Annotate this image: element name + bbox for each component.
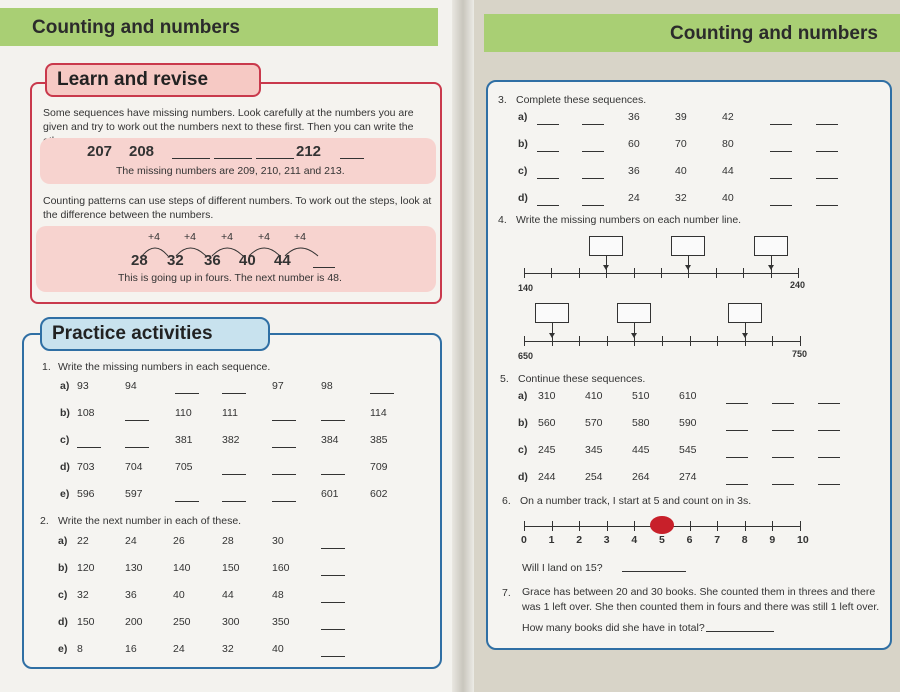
answer-blank[interactable] bbox=[726, 402, 748, 404]
answer-blank[interactable] bbox=[816, 123, 838, 125]
answer-blank[interactable] bbox=[818, 402, 840, 404]
step-label: +4 bbox=[221, 231, 233, 243]
answer-blank[interactable] bbox=[818, 456, 840, 458]
sequence-number: 70 bbox=[675, 138, 687, 150]
row-label: b) bbox=[58, 562, 68, 574]
answer-blank[interactable] bbox=[272, 446, 296, 448]
sequence-number: 24 bbox=[628, 192, 640, 204]
sequence-number: 310 bbox=[538, 390, 556, 402]
line2-tick bbox=[607, 336, 608, 346]
row-label: c) bbox=[60, 434, 70, 446]
answer-blank[interactable] bbox=[726, 483, 748, 485]
sequence-number: 130 bbox=[125, 562, 143, 574]
line1-arrow bbox=[606, 255, 607, 266]
row-label: d) bbox=[58, 616, 68, 628]
answer-blank[interactable] bbox=[537, 150, 559, 152]
answer-blank[interactable] bbox=[272, 500, 296, 502]
sequence-number: 384 bbox=[321, 434, 339, 446]
line2-answer-box[interactable] bbox=[728, 303, 762, 323]
answer-blank[interactable] bbox=[321, 601, 345, 603]
answer-blank[interactable] bbox=[272, 473, 296, 475]
sequence-number: 114 bbox=[370, 407, 387, 419]
answer-blank[interactable] bbox=[582, 177, 604, 179]
line2-answer-box[interactable] bbox=[617, 303, 651, 323]
answer-blank[interactable] bbox=[816, 204, 838, 206]
answer-blank[interactable] bbox=[222, 392, 246, 394]
answer-blank[interactable] bbox=[321, 628, 345, 630]
right-page bbox=[460, 0, 900, 692]
sequence-number: 24 bbox=[173, 643, 185, 655]
track-tick bbox=[800, 521, 801, 531]
line2-tick bbox=[800, 336, 801, 346]
row-label: d) bbox=[518, 192, 528, 204]
line2-arrow bbox=[552, 322, 553, 334]
answer-blank[interactable] bbox=[537, 177, 559, 179]
track-label: 9 bbox=[769, 534, 776, 546]
track-label: 1 bbox=[548, 534, 555, 546]
q2-text: Write the next number in each of these. bbox=[58, 515, 242, 527]
q6-number: 6. bbox=[502, 495, 511, 507]
track-label: 0 bbox=[521, 534, 527, 546]
sequence-number: 244 bbox=[538, 471, 556, 483]
answer-blank[interactable] bbox=[77, 446, 101, 448]
example2-explanation: This is going up in fours. The next number is 48. bbox=[118, 272, 342, 284]
track-tick bbox=[745, 521, 746, 531]
track-tick bbox=[552, 521, 553, 531]
sequence-number: 300 bbox=[222, 616, 240, 628]
sequence-number: 345 bbox=[585, 444, 603, 456]
sequence-number: 8 bbox=[77, 643, 83, 655]
q1-text: Write the missing numbers in each sequence. bbox=[58, 361, 271, 373]
answer-blank[interactable] bbox=[816, 177, 838, 179]
sequence-number: 108 bbox=[77, 407, 95, 419]
track-label: 4 bbox=[631, 534, 638, 546]
sequence-number: 39 bbox=[675, 111, 687, 123]
sequence-number: 22 bbox=[77, 535, 89, 547]
answer-blank[interactable] bbox=[321, 547, 345, 549]
answer-blank[interactable] bbox=[321, 655, 345, 657]
answer-blank[interactable] bbox=[222, 500, 246, 502]
learn-intro: Some sequences have missing numbers. Look carefully at the numbers you are given and try to work out the numbers next to these first. Then you can write the bbox=[43, 107, 414, 133]
track-label: 10 bbox=[797, 534, 809, 546]
sequence-number: 36 bbox=[628, 111, 640, 123]
sequence-number: 110 bbox=[175, 407, 192, 419]
line1-answer-box[interactable] bbox=[589, 236, 623, 256]
sequence-number: 597 bbox=[125, 488, 143, 500]
sequence-number: 98 bbox=[321, 380, 333, 392]
row-label: b) bbox=[60, 407, 70, 419]
answer-blank[interactable] bbox=[175, 392, 199, 394]
row-label: e) bbox=[58, 643, 68, 655]
track-label: 5 bbox=[659, 534, 665, 546]
sequence-number: 385 bbox=[370, 434, 388, 446]
track-tick bbox=[634, 521, 635, 531]
row-label: a) bbox=[518, 390, 528, 402]
sequence-number: 709 bbox=[370, 461, 388, 473]
track-label: 3 bbox=[603, 534, 610, 546]
step-label: +4 bbox=[294, 231, 306, 243]
line2-tick bbox=[717, 336, 718, 346]
row-label: b) bbox=[518, 417, 528, 429]
example2-number: 28 bbox=[131, 252, 148, 269]
sequence-number: 40 bbox=[173, 589, 185, 601]
line1-tick bbox=[524, 268, 525, 278]
right-page-title: Counting and numbers bbox=[670, 23, 878, 44]
sequence-number: 254 bbox=[585, 471, 603, 483]
row-label: c) bbox=[518, 165, 528, 177]
line2-arrow bbox=[745, 322, 746, 334]
sequence-number: 32 bbox=[675, 192, 687, 204]
sequence-number: 44 bbox=[222, 589, 234, 601]
sequence-number: 36 bbox=[125, 589, 137, 601]
q7-question: How many books did she have in total? bbox=[522, 622, 705, 634]
q2-number: 2. bbox=[40, 515, 49, 527]
row-label: e) bbox=[60, 488, 70, 500]
sequence-number: 274 bbox=[679, 471, 697, 483]
sequence-number: 40 bbox=[272, 643, 284, 655]
line2-tick bbox=[524, 336, 525, 346]
answer-blank[interactable] bbox=[818, 483, 840, 485]
q6-answer-blank[interactable] bbox=[622, 570, 686, 572]
sequence-number: 40 bbox=[722, 192, 734, 204]
sequence-number: 24 bbox=[125, 535, 137, 547]
line1-arrow bbox=[771, 255, 772, 266]
sequence-number: 704 bbox=[125, 461, 143, 473]
line1-tick bbox=[743, 268, 744, 278]
sequence-number: 80 bbox=[722, 138, 734, 150]
line1-start-label: 140 bbox=[518, 283, 534, 293]
q4-number: 4. bbox=[498, 214, 507, 226]
sequence-number: 150 bbox=[222, 562, 240, 574]
sequence-number: 111 bbox=[222, 407, 238, 419]
sequence-number: 140 bbox=[173, 562, 191, 574]
track-marker bbox=[650, 516, 674, 534]
sequence-number: 602 bbox=[370, 488, 388, 500]
line1-arrow bbox=[688, 255, 689, 266]
line2-tick bbox=[772, 336, 773, 346]
q1-number: 1. bbox=[42, 361, 51, 373]
sequence-number: 510 bbox=[632, 390, 650, 402]
answer-blank[interactable] bbox=[537, 204, 559, 206]
sequence-number: 60 bbox=[628, 138, 640, 150]
example2-blank[interactable] bbox=[313, 266, 335, 268]
sequence-number: 350 bbox=[272, 616, 290, 628]
row-label: a) bbox=[518, 111, 528, 123]
line2-answer-box[interactable] bbox=[535, 303, 569, 323]
step-label: +4 bbox=[258, 231, 270, 243]
answer-blank[interactable] bbox=[321, 473, 345, 475]
line1-tick bbox=[716, 268, 717, 278]
track-tick bbox=[524, 521, 525, 531]
line1-tick bbox=[661, 268, 662, 278]
track-label: 7 bbox=[714, 534, 721, 546]
answer-blank[interactable] bbox=[222, 473, 246, 475]
answer-blank[interactable] bbox=[272, 419, 296, 421]
step-label: +4 bbox=[184, 231, 196, 243]
track-label: 8 bbox=[741, 534, 748, 546]
example1-explanation: The missing numbers are 209, 210, 211 and 213. bbox=[116, 165, 345, 177]
q3-number: 3. bbox=[498, 94, 507, 106]
line1-tick bbox=[579, 268, 580, 278]
example2-number: 36 bbox=[204, 252, 221, 269]
sequence-number: 94 bbox=[125, 380, 137, 392]
sequence-number: 93 bbox=[77, 380, 89, 392]
sequence-number: 160 bbox=[272, 562, 290, 574]
track-tick bbox=[772, 521, 773, 531]
example1-n3: 212 bbox=[296, 143, 322, 160]
example1-n2: 208 bbox=[129, 143, 155, 160]
row-label: d) bbox=[518, 471, 528, 483]
answer-blank[interactable] bbox=[321, 419, 345, 421]
answer-blank[interactable] bbox=[770, 204, 792, 206]
answer-blank[interactable] bbox=[772, 456, 794, 458]
sequence-number: 590 bbox=[679, 417, 697, 429]
line1-tick bbox=[551, 268, 552, 278]
answer-blank[interactable] bbox=[726, 429, 748, 431]
q5-number: 5. bbox=[500, 373, 509, 385]
row-label: a) bbox=[60, 380, 70, 392]
answer-blank[interactable] bbox=[321, 574, 345, 576]
line1-tick bbox=[798, 268, 799, 278]
track-tick bbox=[717, 521, 718, 531]
q7-number: 7. bbox=[502, 587, 511, 599]
example2-number: 40 bbox=[239, 252, 256, 269]
sequence-number: 120 bbox=[77, 562, 95, 574]
q7-text: Grace has between 20 and 30 books. She counted them in threes and there was 1 left over. She then counted them in fours and there was still 1 left over. bbox=[522, 586, 880, 613]
sequence-number: 580 bbox=[632, 417, 650, 429]
learn-title: Learn and revise bbox=[45, 63, 261, 97]
example2-number: 44 bbox=[274, 252, 291, 269]
answer-blank[interactable] bbox=[582, 150, 604, 152]
step-arcs bbox=[0, 0, 462, 300]
sequence-number: 560 bbox=[538, 417, 556, 429]
practice-title: Practice activities bbox=[40, 317, 270, 351]
sequence-number: 545 bbox=[679, 444, 697, 456]
answer-blank[interactable] bbox=[537, 123, 559, 125]
sequence-number: 32 bbox=[222, 643, 234, 655]
sequence-number: 200 bbox=[125, 616, 143, 628]
step-label: +4 bbox=[148, 231, 160, 243]
sequence-number: 705 bbox=[175, 461, 193, 473]
sequence-number: 601 bbox=[321, 488, 339, 500]
sequence-number: 570 bbox=[585, 417, 603, 429]
answer-blank[interactable] bbox=[370, 392, 394, 394]
line2-tick bbox=[690, 336, 691, 346]
row-label: c) bbox=[518, 444, 528, 456]
answer-blank[interactable] bbox=[818, 429, 840, 431]
line1-end-label: 240 bbox=[790, 280, 806, 290]
track-label: 6 bbox=[686, 534, 693, 546]
row-label: c) bbox=[58, 589, 68, 601]
example2-number: 32 bbox=[167, 252, 184, 269]
sequence-number: 245 bbox=[538, 444, 556, 456]
answer-blank[interactable] bbox=[175, 500, 199, 502]
sequence-number: 28 bbox=[222, 535, 234, 547]
line1-answer-box[interactable] bbox=[754, 236, 788, 256]
sequence-number: 382 bbox=[222, 434, 240, 446]
sequence-number: 48 bbox=[272, 589, 284, 601]
answer-blank[interactable] bbox=[125, 446, 149, 448]
answer-blank[interactable] bbox=[125, 419, 149, 421]
q6-question: Will I land on 15? bbox=[522, 562, 603, 574]
sequence-number: 32 bbox=[77, 589, 89, 601]
sequence-number: 16 bbox=[125, 643, 137, 655]
row-label: a) bbox=[58, 535, 68, 547]
track-label: 2 bbox=[576, 534, 583, 546]
example1-n1: 207 bbox=[87, 143, 113, 160]
left-page-title: Counting and numbers bbox=[32, 17, 240, 38]
answer-blank[interactable] bbox=[772, 402, 794, 404]
line2-tick bbox=[662, 336, 663, 346]
sequence-number: 30 bbox=[272, 535, 284, 547]
track-tick bbox=[690, 521, 691, 531]
sequence-number: 44 bbox=[722, 165, 734, 177]
sequence-number: 264 bbox=[632, 471, 650, 483]
q7-answer-blank[interactable] bbox=[706, 630, 774, 632]
line2-arrow bbox=[634, 322, 635, 334]
answer-blank[interactable] bbox=[582, 123, 604, 125]
sequence-number: 410 bbox=[585, 390, 603, 402]
q6-text: On a number track, I start at 5 and count on in 3s. bbox=[520, 495, 752, 507]
sequence-number: 610 bbox=[679, 390, 697, 402]
learn-para2: Counting patterns can use steps of different numbers. To work out the steps, look at the difference between the numbers. bbox=[43, 195, 432, 221]
line2-tick bbox=[579, 336, 580, 346]
line1-answer-box[interactable] bbox=[671, 236, 705, 256]
answer-blank[interactable] bbox=[726, 456, 748, 458]
row-label: d) bbox=[60, 461, 70, 473]
track-tick bbox=[607, 521, 608, 531]
line2-end-label: 750 bbox=[792, 349, 808, 359]
q4-text: Write the missing numbers on each number line. bbox=[516, 214, 742, 226]
sequence-number: 40 bbox=[675, 165, 687, 177]
sequence-number: 381 bbox=[175, 434, 193, 446]
answer-blank[interactable] bbox=[816, 150, 838, 152]
sequence-number: 42 bbox=[722, 111, 734, 123]
sequence-number: 445 bbox=[632, 444, 650, 456]
sequence-number: 97 bbox=[272, 380, 284, 392]
sequence-number: 250 bbox=[173, 616, 191, 628]
answer-blank[interactable] bbox=[770, 177, 792, 179]
sequence-number: 150 bbox=[77, 616, 95, 628]
q3-text: Complete these sequences. bbox=[516, 94, 647, 106]
track-tick bbox=[579, 521, 580, 531]
line2-start-label: 650 bbox=[518, 351, 534, 361]
row-label: b) bbox=[518, 138, 528, 150]
answer-blank[interactable] bbox=[772, 483, 794, 485]
sequence-number: 36 bbox=[628, 165, 640, 177]
answer-blank[interactable] bbox=[772, 429, 794, 431]
q5-text: Continue these sequences. bbox=[518, 373, 646, 385]
sequence-number: 703 bbox=[77, 461, 95, 473]
answer-blank[interactable] bbox=[770, 123, 792, 125]
answer-blank[interactable] bbox=[770, 150, 792, 152]
line1-tick bbox=[634, 268, 635, 278]
sequence-number: 596 bbox=[77, 488, 95, 500]
sequence-number: 26 bbox=[173, 535, 185, 547]
answer-blank[interactable] bbox=[582, 204, 604, 206]
